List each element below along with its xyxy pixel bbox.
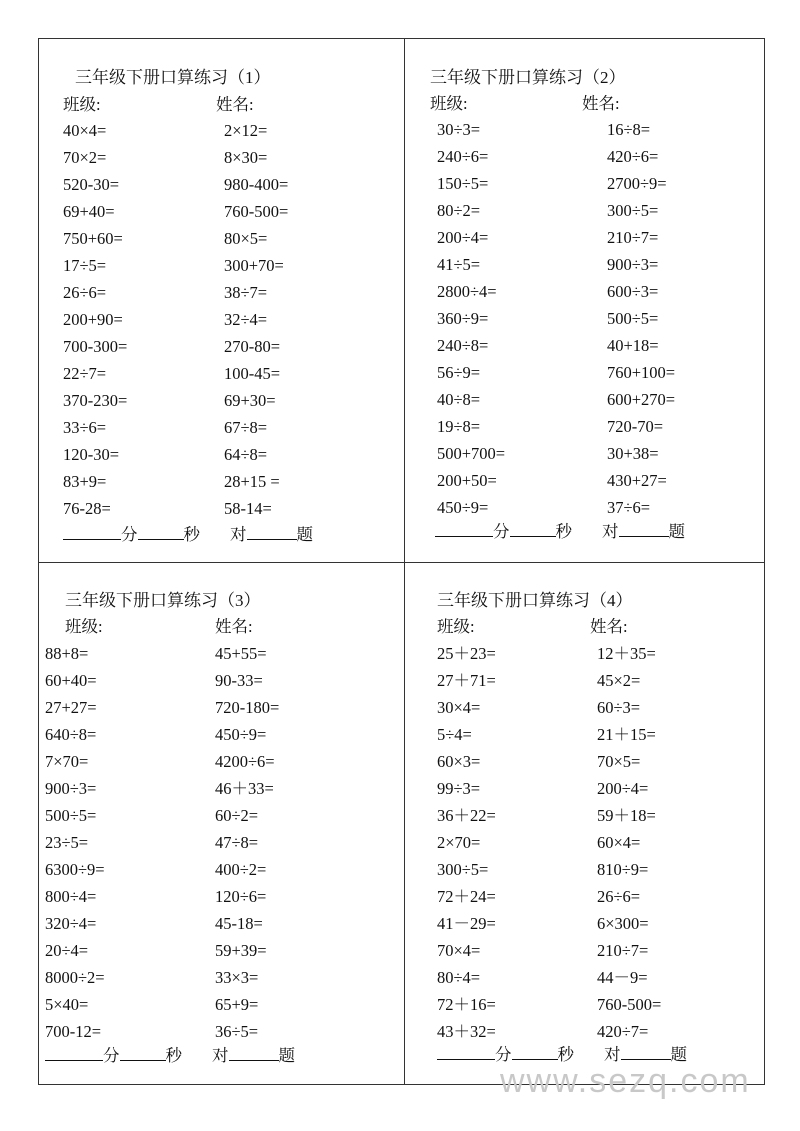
problem-left: 360÷9=	[437, 309, 489, 328]
problem-right: 4200÷6=	[215, 752, 275, 771]
minutes-label: 分	[495, 1045, 512, 1064]
problem-left: 2800÷4=	[437, 282, 497, 301]
seconds-label: 秒	[165, 1046, 182, 1065]
problem-left: 7×70=	[45, 752, 89, 771]
name-label: 姓名:	[582, 94, 620, 113]
problem-right: 420÷7=	[597, 1022, 649, 1041]
problem-left: 80÷4=	[437, 968, 481, 987]
problem-right: 270-80=	[224, 337, 281, 356]
correct-count-blank[interactable]	[619, 522, 669, 537]
problem-left: 56÷9=	[437, 363, 481, 382]
problem-left: 72＋16=	[437, 995, 496, 1014]
minutes-blank[interactable]	[45, 1046, 103, 1061]
problem-left: 5×40=	[45, 995, 89, 1014]
problem-right: 300÷5=	[607, 201, 659, 220]
problem-right: 760-500=	[597, 995, 662, 1014]
problem-right: 60×4=	[597, 833, 641, 852]
correct-label: 对	[604, 1045, 621, 1064]
problem-left: 200÷4=	[437, 228, 489, 247]
problem-right: 6×300=	[597, 914, 649, 933]
problem-left: 72＋24=	[437, 887, 496, 906]
problem-right: 36÷5=	[215, 1022, 259, 1041]
seconds-label: 秒	[557, 1045, 574, 1064]
problem-right: 64÷8=	[224, 445, 268, 464]
problem-left: 25＋23=	[437, 644, 496, 663]
problem-right: 450÷9=	[215, 725, 267, 744]
problem-left: 900÷3=	[45, 779, 97, 798]
problem-right: 44－9=	[597, 968, 648, 987]
problem-right: 28+15 =	[224, 472, 280, 491]
problem-right: 430+27=	[607, 471, 667, 490]
problem-right: 90-33=	[215, 671, 263, 690]
questions-label: 题	[278, 1046, 295, 1065]
problem-right: 45-18=	[215, 914, 263, 933]
problem-right: 300+70=	[224, 256, 284, 275]
problem-left: 88+8=	[45, 644, 89, 663]
problem-right: 210÷7=	[597, 941, 649, 960]
problem-right: 30+38=	[607, 444, 659, 463]
problem-left: 33÷6=	[63, 418, 107, 437]
correct-count-blank[interactable]	[229, 1046, 279, 1061]
problem-left: 43＋32=	[437, 1022, 496, 1041]
problem-left: 500+700=	[437, 444, 506, 463]
correct-label: 对	[602, 522, 619, 541]
name-label: 姓名:	[216, 95, 254, 114]
problem-left: 27+27=	[45, 698, 97, 717]
minutes-label: 分	[493, 522, 510, 541]
problem-right: 120÷6=	[215, 887, 267, 906]
problem-left: 750+60=	[63, 229, 123, 248]
correct-label: 对	[230, 525, 247, 544]
problem-right: 59＋18=	[597, 806, 656, 825]
problem-left: 70×2=	[63, 148, 107, 167]
problem-left: 120-30=	[63, 445, 120, 464]
problem-right: 70×5=	[597, 752, 641, 771]
correct-count-blank[interactable]	[621, 1045, 671, 1060]
problem-right: 47÷8=	[215, 833, 259, 852]
problem-left: 17÷5=	[63, 256, 107, 275]
problem-left: 36＋22=	[437, 806, 496, 825]
problem-right: 900÷3=	[607, 255, 659, 274]
problem-right: 33×3=	[215, 968, 259, 987]
score-footer	[435, 522, 685, 542]
problem-left: 640÷8=	[45, 725, 97, 744]
problem-left: 41－29=	[437, 914, 496, 933]
problem-left: 150÷5=	[437, 174, 489, 193]
problem-left: 6300÷9=	[45, 860, 105, 879]
problem-right: 40+18=	[607, 336, 659, 355]
name-label: 姓名:	[215, 617, 253, 636]
questions-label: 题	[668, 522, 685, 541]
problem-left: 240÷6=	[437, 147, 489, 166]
problem-right: 16÷8=	[607, 120, 651, 139]
problem-right: 60÷3=	[597, 698, 641, 717]
class-label: 班级:	[63, 95, 101, 114]
problem-left: 40÷8=	[437, 390, 481, 409]
problem-left: 300÷5=	[437, 860, 489, 879]
problem-right: 100-45=	[224, 364, 281, 383]
problem-left: 83+9=	[63, 472, 107, 491]
correct-count-blank[interactable]	[247, 525, 297, 540]
problem-right: 46＋33=	[215, 779, 274, 798]
problem-right: 8×30=	[224, 148, 268, 167]
problem-right: 32÷4=	[224, 310, 268, 329]
problem-left: 60×3=	[437, 752, 481, 771]
problem-right: 69+30=	[224, 391, 276, 410]
problem-right: 600÷3=	[607, 282, 659, 301]
problem-left: 240÷8=	[437, 336, 489, 355]
questions-label: 题	[670, 1045, 687, 1064]
problem-right: 2700÷9=	[607, 174, 667, 193]
problem-left: 60+40=	[45, 671, 97, 690]
problem-right: 59+39=	[215, 941, 267, 960]
seconds-blank[interactable]	[138, 525, 184, 540]
problem-left: 800÷4=	[45, 887, 97, 906]
problem-left: 99÷3=	[437, 779, 481, 798]
problem-left: 23÷5=	[45, 833, 89, 852]
problem-left: 200+50=	[437, 471, 497, 490]
problem-left: 69+40=	[63, 202, 115, 221]
problem-left: 520-30=	[63, 175, 120, 194]
problem-left: 40×4=	[63, 121, 107, 140]
problem-left: 320÷4=	[45, 914, 97, 933]
problem-right: 37÷6=	[607, 498, 651, 517]
problem-right: 12＋35=	[597, 644, 656, 663]
problem-left: 700-12=	[45, 1022, 102, 1041]
problem-right: 2×12=	[224, 121, 268, 140]
problem-right: 58-14=	[224, 499, 272, 518]
problem-left: 80÷2=	[437, 201, 481, 220]
sheet-title: 三年级下册口算练习（4）	[437, 591, 633, 610]
problem-left: 200+90=	[63, 310, 123, 329]
problem-right: 45+55=	[215, 644, 267, 663]
sheet-title: 三年级下册口算练习（2）	[430, 68, 626, 87]
problem-left: 76-28=	[63, 499, 111, 518]
seconds-label: 秒	[555, 522, 572, 541]
minutes-label: 分	[103, 1046, 120, 1065]
problem-right: 600+270=	[607, 390, 676, 409]
problem-right: 67÷8=	[224, 418, 268, 437]
problem-right: 500÷5=	[607, 309, 659, 328]
problem-left: 30×4=	[437, 698, 481, 717]
problem-right: 21＋15=	[597, 725, 656, 744]
watermark: www.sezq.com	[500, 1062, 751, 1100]
problem-right: 60÷2=	[215, 806, 259, 825]
problem-left: 5÷4=	[437, 725, 472, 744]
problem-left: 370-230=	[63, 391, 128, 410]
problem-right: 400÷2=	[215, 860, 267, 879]
problem-right: 80×5=	[224, 229, 268, 248]
problem-right: 38÷7=	[224, 283, 268, 302]
score-footer	[45, 1046, 295, 1066]
minutes-blank[interactable]	[435, 522, 493, 537]
correct-label: 对	[212, 1046, 229, 1065]
problem-left: 20÷4=	[45, 941, 89, 960]
name-label: 姓名:	[590, 617, 628, 636]
seconds-blank[interactable]	[120, 1046, 166, 1061]
problem-left: 41÷5=	[437, 255, 481, 274]
problem-right: 760+100=	[607, 363, 676, 382]
problem-left: 8000÷2=	[45, 968, 105, 987]
sheet-title: 三年级下册口算练习（1）	[75, 68, 271, 87]
problem-right: 980-400=	[224, 175, 289, 194]
problem-right: 760-500=	[224, 202, 289, 221]
problem-left: 19÷8=	[437, 417, 481, 436]
questions-label: 题	[296, 525, 313, 544]
problem-right: 720-70=	[607, 417, 664, 436]
problem-right: 65+9=	[215, 995, 259, 1014]
seconds-label: 秒	[183, 525, 200, 544]
problem-left: 500÷5=	[45, 806, 97, 825]
problem-right: 420÷6=	[607, 147, 659, 166]
problem-right: 26÷6=	[597, 887, 641, 906]
score-footer	[63, 525, 313, 545]
horizontal-divider	[38, 562, 765, 563]
class-label: 班级:	[430, 94, 468, 113]
class-label: 班级:	[65, 617, 103, 636]
problem-left: 700-300=	[63, 337, 128, 356]
problem-right: 210÷7=	[607, 228, 659, 247]
minutes-blank[interactable]	[437, 1045, 495, 1060]
sheet-title: 三年级下册口算练习（3）	[65, 591, 261, 610]
class-label: 班级:	[437, 617, 475, 636]
problem-left: 70×4=	[437, 941, 481, 960]
problem-right: 810÷9=	[597, 860, 649, 879]
problem-left: 2×70=	[437, 833, 481, 852]
problem-left: 30÷3=	[437, 120, 481, 139]
problem-right: 720-180=	[215, 698, 280, 717]
minutes-blank[interactable]	[63, 525, 121, 540]
problem-right: 200÷4=	[597, 779, 649, 798]
seconds-blank[interactable]	[510, 522, 556, 537]
minutes-label: 分	[121, 525, 138, 544]
problem-left: 450÷9=	[437, 498, 489, 517]
problem-right: 45×2=	[597, 671, 641, 690]
seconds-blank[interactable]	[512, 1045, 558, 1060]
problem-left: 22÷7=	[63, 364, 107, 383]
problem-left: 27＋71=	[437, 671, 496, 690]
problem-left: 26÷6=	[63, 283, 107, 302]
